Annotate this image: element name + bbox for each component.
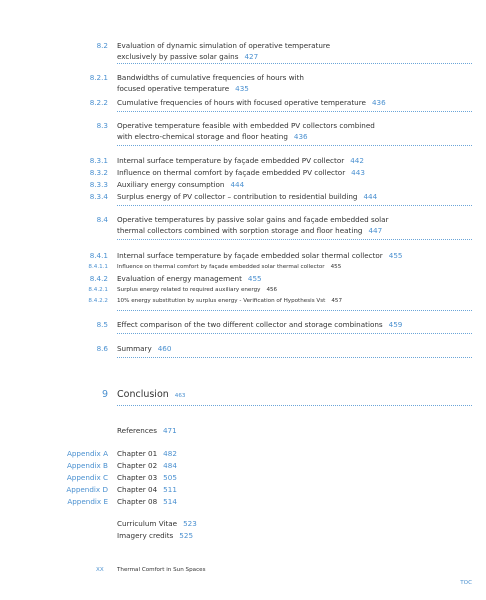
page-number[interactable]: 514 [163,497,177,506]
section-title: Chapter 01 482 [117,449,177,458]
section-number: 8.3 [96,121,108,130]
page-number[interactable]: 459 [388,320,403,329]
page-number[interactable]: 505 [163,473,177,482]
chapter-title: Conclusion 463 [117,389,186,400]
page-number[interactable]: 455 [388,251,403,260]
section-number: 8.2 [96,41,108,50]
section-title: Evaluation of dynamic simulation of operative temperature exclusively by passive solar gains 427 [117,41,331,61]
section-number: 8.4.1.1 [88,264,108,270]
page-number[interactable]: 456 [266,287,278,293]
section-title: Cumulative frequencies of hours with focused operative temperature 436 [117,98,386,107]
section-title: Internal surface temperature by façade embedded solar thermal collector 455 [117,251,403,260]
section-number: 8.2.2 [89,98,108,107]
dotted-divider [117,357,472,358]
section-number: 8.2.1 [89,73,108,82]
section-number: 8.3.1 [89,156,108,165]
section-title: Bandwidths of cumulative frequencies of hours with focused operative temperature 435 [117,73,304,93]
appendix-label: Appendix C [66,473,108,482]
toc-link[interactable]: TOC [460,580,472,586]
appendix-label: Appendix A [66,449,108,458]
dotted-divider [117,205,472,206]
dotted-divider [117,63,472,64]
dotted-divider [117,405,472,406]
section-number: 8.3.3 [89,180,108,189]
dotted-divider [117,145,472,146]
page-number[interactable]: 436 [293,132,308,141]
page-number[interactable]: 447 [368,226,383,235]
section-title: Chapter 02 484 [117,461,177,470]
section-number: 8.5 [96,320,108,329]
section-number: 8.3.2 [89,168,108,177]
page-number[interactable]: 460 [157,344,172,353]
section-title: Imagery credits 525 [117,531,194,540]
page-number[interactable]: 471 [162,426,177,435]
section-title: Evaluation of energy management 455 [117,274,262,283]
page-number[interactable]: 444 [363,192,378,201]
section-title: Auxiliary energy consumption 444 [117,180,245,189]
section-title: Internal surface temperature by façade embedded PV collector 442 [117,156,364,165]
page-number[interactable]: 436 [371,98,386,107]
section-number: 8.6 [96,344,108,353]
section-title: Summary 460 [117,344,172,353]
section-number: 8.4.2.2 [88,298,108,304]
section-title: Effect comparison of the two different collector and storage combinations 459 [117,320,403,329]
dotted-divider [117,111,472,112]
page-number[interactable]: 463 [174,393,186,399]
section-title: Influence on thermal comfort by façade embedded solar thermal collector 455 [117,264,342,270]
page-number[interactable]: 457 [331,298,343,304]
section-title: References 471 [117,426,177,435]
page-number[interactable]: 443 [351,168,365,177]
section-title: Curriculum Vitae 523 [117,519,197,528]
section-number: 8.4.1 [89,251,108,260]
section-title: Chapter 04 511 [117,485,177,494]
page-number[interactable]: 455 [247,274,262,283]
dotted-divider [117,239,472,240]
footer-page-number: XX [96,567,104,573]
page-number[interactable]: 435 [235,84,249,93]
appendix-label: Appendix B [66,461,108,470]
page-number[interactable]: 455 [330,264,342,270]
footer-book-title: Thermal Comfort in Sun Spaces [117,567,206,573]
appendix-label: Appendix D [66,485,108,494]
section-number: 8.3.4 [89,192,108,201]
section-title: Chapter 08 514 [117,497,177,506]
page-number[interactable]: 482 [163,449,177,458]
page-number[interactable]: 442 [350,156,364,165]
section-title: Operative temperatures by passive solar gains and façade embedded solar thermal collectors combined with sorption storage and floor heating 447 [117,215,389,235]
page-number[interactable]: 525 [179,531,194,540]
section-title: Chapter 03 505 [117,473,177,482]
page-number[interactable]: 511 [163,485,177,494]
section-number: 8.4.2.1 [88,287,108,293]
section-title: Surplus energy of PV collector – contribution to residential building 444 [117,192,378,201]
section-number: 8.4.2 [89,274,108,283]
page-number[interactable]: 484 [163,461,177,470]
dotted-divider [117,333,472,334]
dotted-divider [117,310,472,311]
page-number[interactable]: 444 [230,180,245,189]
section-title: 10% energy substitution by surplus energy - Verification of Hypothesis Vst 457 [117,298,343,304]
chapter-number: 9 [101,389,108,400]
section-number: 8.4 [96,215,108,224]
section-title: Operative temperature feasible with embedded PV collectors combined with electro-chemical storage and floor heating 436 [117,121,375,141]
appendix-label: Appendix E [67,497,108,506]
page-number[interactable]: 523 [183,519,197,528]
page-number[interactable]: 427 [244,52,259,61]
section-title: Surplus energy related to required auxiliary energy 456 [117,287,278,293]
section-title: Influence on thermal comfort by façade embedded PV collector 443 [117,168,365,177]
